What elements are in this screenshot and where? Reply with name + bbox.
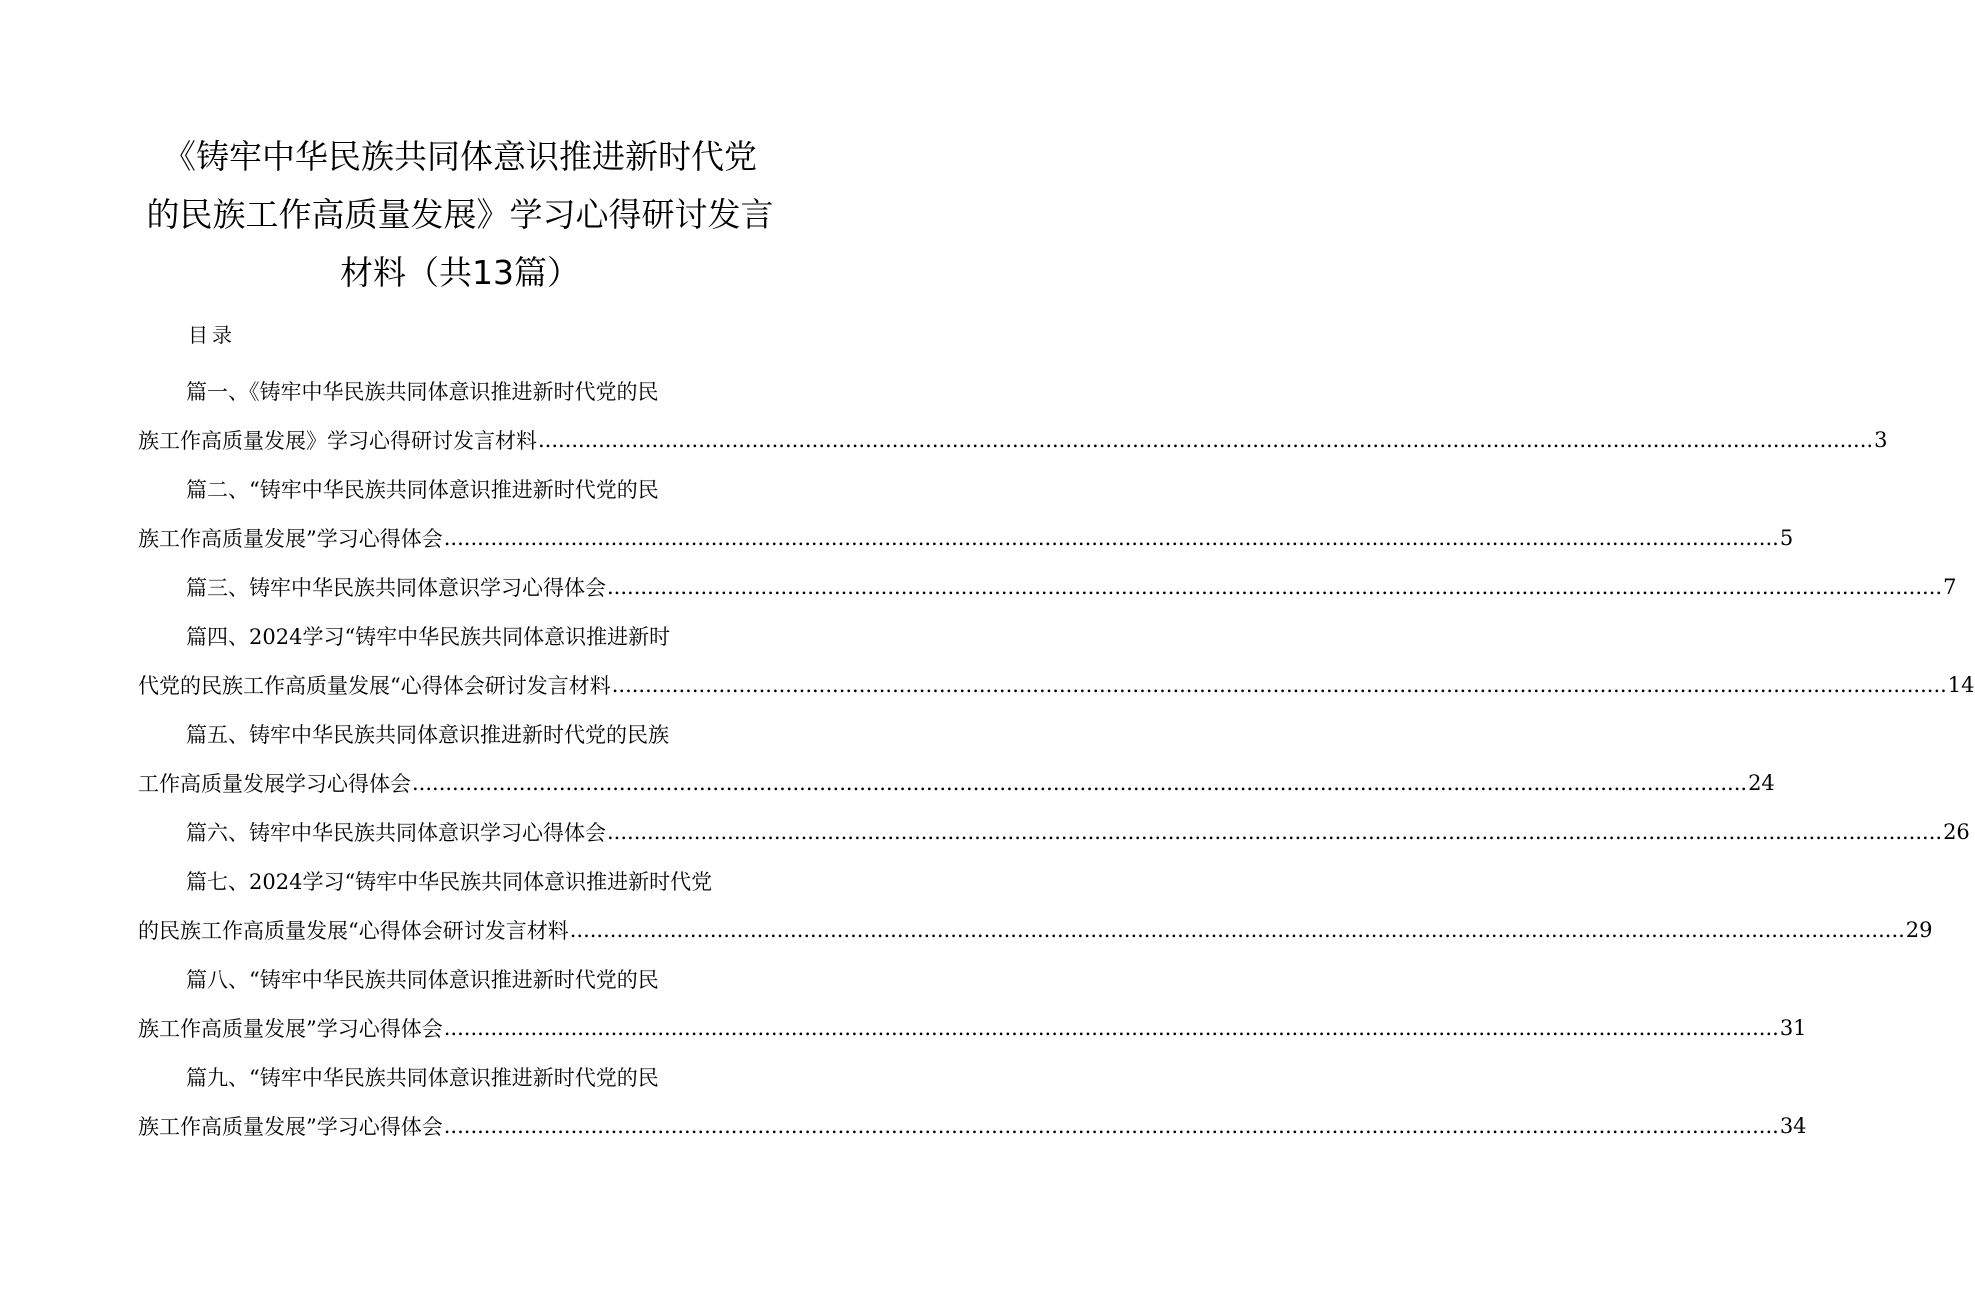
toc-leader-dots: ........................................................................................................................................................................................................ [607, 574, 1943, 599]
toc-entry-line [138, 464, 784, 513]
toc-leader-dots: ........................................................................................................................................................................................................ [569, 917, 1905, 942]
toc-entry-title: 篇一、《铸牢中华民族共同体意识推进新时代党的民 [186, 379, 659, 404]
toc-entry[interactable] [138, 807, 1970, 856]
toc-entry-line [138, 954, 784, 1003]
toc-page-number: 29 [1905, 917, 1933, 942]
toc-entry[interactable] [138, 611, 1975, 709]
toc-entry-title: 篇三、铸牢中华民族共同体意识学习心得体会 [186, 575, 606, 600]
toc-entry[interactable] [138, 856, 1933, 954]
toc-entry-line [138, 1101, 1807, 1150]
toc-page-number: 24 [1748, 770, 1775, 795]
toc-entry-title: 篇五、铸牢中华民族共同体意识推进新时代党的民族 [186, 722, 669, 747]
toc-entry-line [138, 415, 1888, 464]
toc-entry-title: 篇九、“铸牢中华民族共同体意识推进新时代党的民 [186, 1065, 659, 1090]
toc-entry[interactable] [138, 1052, 1807, 1150]
toc-page-number: 14 [1947, 672, 1975, 697]
toc-leader-dots: ........................................................................................................................................................................................................ [611, 672, 1947, 697]
toc-page-number: 5 [1779, 525, 1794, 550]
toc-entry-line [138, 1003, 1807, 1052]
title-line-3: 材料（共13篇） [340, 253, 580, 292]
document-title [0, 128, 920, 302]
toc-page-number: 7 [1943, 574, 1957, 599]
toc-entry-title: 篇八、“铸牢中华民族共同体意识推进新时代党的民 [186, 967, 659, 992]
toc-entry-title-continued: 工作高质量发展学习心得体会 [138, 771, 411, 796]
toc-page-number: 31 [1779, 1015, 1807, 1040]
toc-page-number: 34 [1779, 1113, 1807, 1138]
toc-entry-title: 篇四、2024学习“铸牢中华民族共同体意识推进新时 [186, 624, 671, 649]
toc-entry-title: 篇六、铸牢中华民族共同体意识学习心得体会 [186, 820, 606, 845]
toc-entry[interactable] [138, 464, 1794, 562]
toc-heading: 目录 [188, 323, 236, 347]
toc-entry-line [138, 366, 784, 415]
toc-entry[interactable] [138, 366, 1888, 464]
toc-entry-line [138, 709, 784, 758]
toc-entry-line [138, 611, 784, 660]
toc-leader-dots: ........................................................................................................................................................................................................ [443, 525, 1779, 550]
toc-entry-title-continued: 代党的民族工作高质量发展“心得体会研讨发言材料 [138, 673, 611, 698]
toc-entry-title-continued: 族工作高质量发展”学习心得体会 [138, 1114, 443, 1139]
toc-entry-line [138, 1052, 784, 1101]
toc-entry-line [138, 807, 1970, 856]
title-line-1: 《铸牢中华民族共同体意识推进新时代党 [163, 137, 757, 176]
toc-entry-title-continued: 族工作高质量发展》学习心得研讨发言材料 [138, 428, 537, 453]
toc-leader-dots: ........................................................................................................................................................................................................ [443, 1015, 1779, 1040]
toc-entry-line [138, 513, 1794, 562]
toc-leader-dots: ........................................................................................................................................................................................................ [538, 427, 1874, 452]
toc-leader-dots: ........................................................................................................................................................................................................ [443, 1113, 1779, 1138]
toc-entry-line [138, 562, 1957, 611]
toc-entry-line [138, 905, 1933, 954]
toc-page-number: 26 [1943, 819, 1970, 844]
toc-entry[interactable] [138, 954, 1807, 1052]
toc-leader-dots: ........................................................................................................................................................................................................ [412, 770, 1748, 795]
toc-page-number: 3 [1874, 427, 1888, 452]
toc-leader-dots: ........................................................................................................................................................................................................ [607, 819, 1943, 844]
toc-entry-line [138, 660, 1975, 709]
toc-entry[interactable] [138, 562, 1957, 611]
toc-entry-title-continued: 族工作高质量发展”学习心得体会 [138, 1016, 443, 1041]
title-line-2: 的民族工作高质量发展》学习心得研讨发言 [146, 195, 774, 234]
table-of-contents [138, 366, 1975, 1150]
toc-entry[interactable] [138, 709, 1775, 807]
toc-entry-title: 篇七、2024学习“铸牢中华民族共同体意识推进新时代党 [186, 869, 713, 894]
toc-entry-title-continued: 族工作高质量发展”学习心得体会 [138, 526, 443, 551]
toc-entry-title: 篇二、“铸牢中华民族共同体意识推进新时代党的民 [186, 477, 659, 502]
toc-entry-line [138, 856, 784, 905]
toc-entry-line [138, 758, 1775, 807]
toc-entry-title-continued: 的民族工作高质量发展“心得体会研讨发言材料 [138, 918, 569, 943]
